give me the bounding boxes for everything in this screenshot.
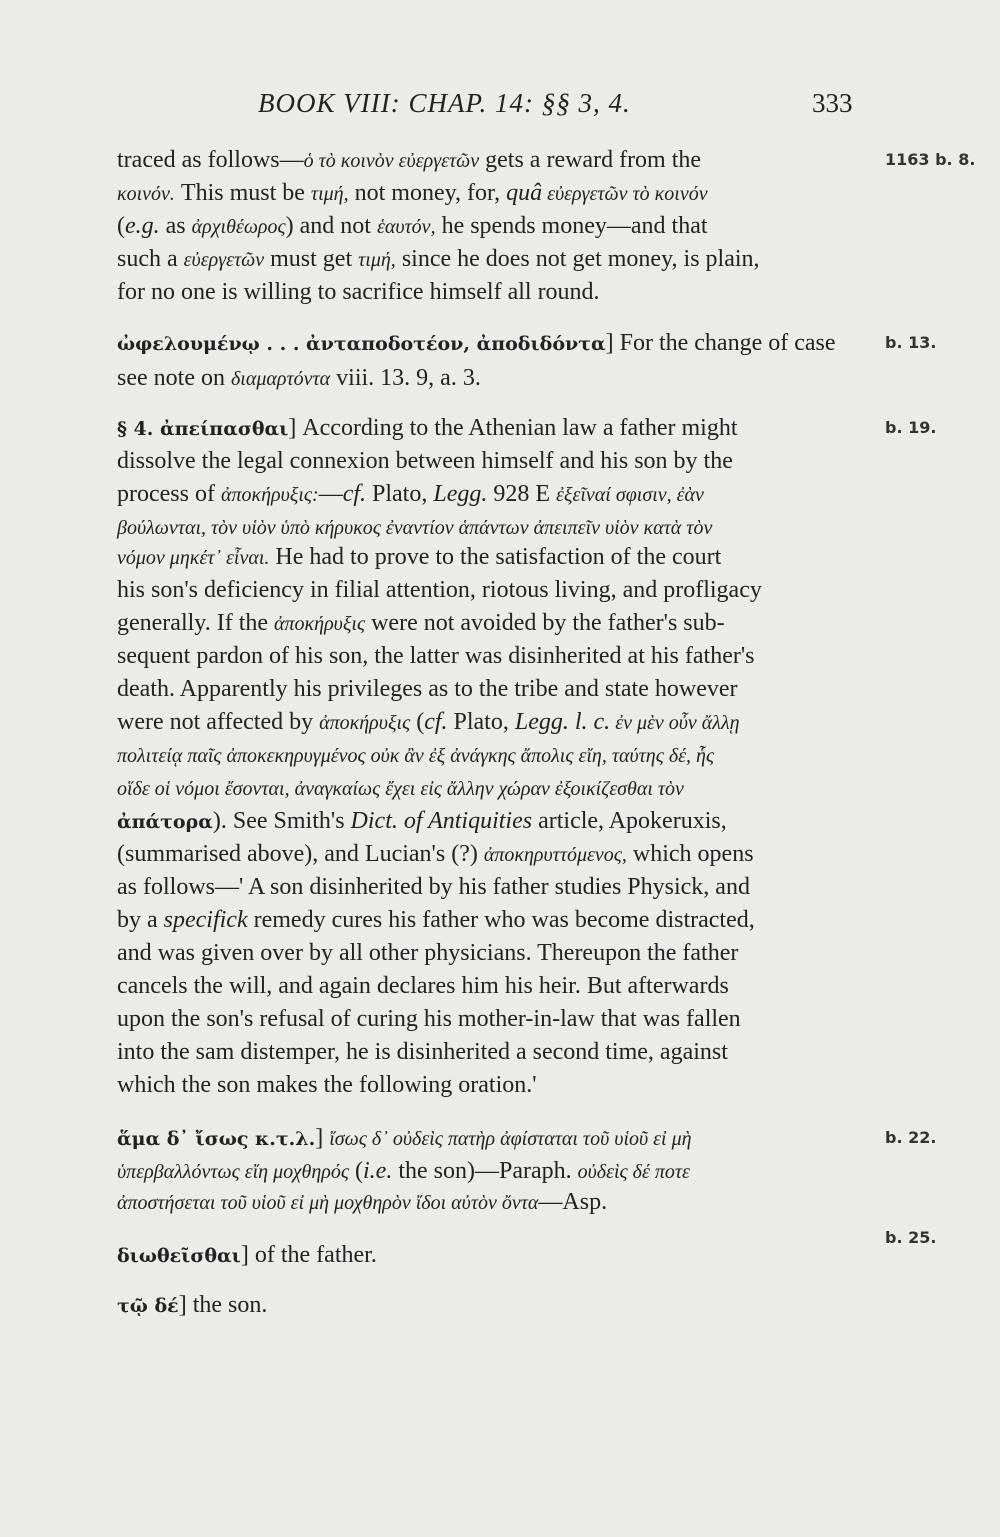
margin-reference: b. 22. — [885, 1128, 937, 1147]
greek-quote: εὐεργετῶν τὸ κοινόν — [542, 183, 708, 205]
text-segment: sequent pardon of his son, the latter was disinherited at his father's — [117, 643, 755, 669]
greek-quote: κοινόν. — [117, 183, 175, 205]
text-line — [117, 1240, 877, 1271]
running-head — [0, 88, 1000, 128]
text-line — [117, 145, 877, 176]
greek-quote: ἀποκήρυξις — [274, 613, 366, 635]
text-line — [117, 1004, 877, 1034]
text-line — [117, 211, 877, 242]
text-line — [117, 1123, 877, 1154]
text-line — [117, 971, 877, 1001]
text-segment: were not affected by — [117, 709, 320, 735]
text-segment: were not avoided by the father's sub- — [365, 610, 725, 636]
greek-quote: ἀποκήρυξις — [319, 712, 411, 734]
text-segment: which the son makes the following oration.' — [117, 1072, 537, 1098]
text-segment: into the sam distemper, he is disinherited a second time, against — [117, 1039, 728, 1065]
text-line — [117, 740, 877, 771]
greek-quote: διαμαρτόντα — [230, 368, 331, 390]
text-segment: and was given over by all other physicians. Thereupon the father — [117, 940, 739, 966]
margin-reference: b. 19. — [885, 418, 937, 437]
text-segment: process of — [117, 481, 221, 507]
text-line — [117, 512, 877, 543]
text-segment: upon the son's refusal of curing his mother-in-law that was fallen — [117, 1006, 741, 1032]
text-line — [117, 707, 877, 738]
lemma: ἅμα δ᾽ ἴσως κ.τ.λ. — [117, 1128, 316, 1150]
text-segment: see note on — [117, 365, 231, 391]
text-segment: —Asp. — [538, 1189, 608, 1215]
italic-text: cf. — [342, 481, 367, 507]
text-line — [117, 1290, 877, 1321]
page-number: 333 — [812, 88, 853, 118]
lemma: ὠφελουμένῳ . . . ἀνταποδοτέον, ἀποδιδόντα — [117, 333, 606, 355]
text-segment: Plato, — [447, 709, 515, 735]
text-segment: (summarised above), and Lucian's (?) — [117, 841, 484, 867]
text-segment: viii. 13. 9, a. 3. — [330, 365, 481, 391]
text-segment: as — [159, 213, 192, 239]
italic-text: Legg. — [433, 481, 488, 507]
text-segment: gets a reward from the — [479, 147, 702, 173]
text-segment: death. Apparently his privileges as to the tribe and state however — [117, 676, 738, 702]
text-line — [117, 608, 877, 639]
greek-quote: οὐδεὶς δέ ποτε — [577, 1161, 690, 1183]
lemma: ἀπάτορα — [117, 811, 213, 833]
text-segment: ] — [315, 1125, 330, 1151]
italic-text: quâ — [506, 180, 543, 206]
text-segment: since he does not get money, is plain, — [395, 246, 760, 272]
greek-quote: εὐεργετῶν — [183, 249, 265, 271]
text-line — [117, 839, 877, 870]
lemma: ἀπείπασθαι — [160, 418, 289, 440]
text-segment: ] According to the Athenian law a father might — [288, 415, 738, 441]
italic-text: Dict. of Antiquities — [350, 808, 533, 834]
text-line — [117, 905, 877, 935]
text-segment: his son's deficiency in filial attention, riotous living, and profligacy — [117, 577, 762, 603]
text-segment: generally. If the — [117, 610, 275, 636]
text-segment: not money, for, — [348, 180, 507, 206]
text-segment: such a — [117, 246, 184, 272]
text-segment: ). See Smith's — [212, 808, 351, 834]
greek-quote: ἀποκηρυττόμενος, — [483, 844, 627, 866]
margin-reference: b. 25. — [885, 1228, 937, 1247]
greek-quote: ἀποκήρυξις: — [220, 484, 319, 506]
text-segment: remedy cures his father who was become distracted, — [247, 907, 755, 933]
text-line — [117, 413, 877, 444]
text-segment: for no one is willing to sacrifice himself all round. — [117, 279, 600, 305]
lemma: τῷ δέ — [117, 1295, 179, 1317]
text-segment: ] the son. — [178, 1292, 268, 1318]
text-line — [117, 178, 877, 209]
text-line — [117, 244, 877, 275]
text-segment: ( — [410, 709, 425, 735]
lemma: § 4. — [117, 418, 161, 440]
greek-quote: ἀποστήσεται τοῦ υἱοῦ εἰ μὴ μοχθηρὸν ἴδοι αὐτὸν ὄντα — [117, 1192, 539, 1214]
text-segment: article, Apokeruxis, — [532, 808, 727, 834]
italic-text: i.e. — [363, 1158, 393, 1184]
greek-quote: ἐν μὲν οὖν ἄλλῃ — [610, 712, 740, 734]
text-line — [117, 479, 877, 510]
greek-quote: ἴσως δ᾽ οὐδεὶς πατὴρ ἀφίσταται τοῦ υἱοῦ εἰ μὴ — [329, 1128, 692, 1150]
italic-text: Legg. l. c. — [514, 709, 611, 735]
text-line — [117, 1156, 877, 1187]
text-line — [117, 1187, 877, 1218]
greek-quote: ἐξεῖναί σφισιν, ἐὰν — [556, 484, 704, 506]
text-line — [117, 1070, 877, 1100]
margin-reference: b. 13. — [885, 333, 937, 352]
greek-quote: ἀρχιθέωρος — [191, 216, 286, 238]
greek-quote: ὁ τὸ κοινὸν εὐεργετῶν — [303, 150, 480, 172]
text-line — [117, 328, 877, 359]
text-segment: — — [318, 481, 343, 507]
text-segment: ] of the father. — [240, 1242, 377, 1268]
text-line — [117, 542, 877, 573]
greek-quote: τιμή, — [310, 183, 349, 205]
margin-reference: 1163 b. 8. — [885, 150, 976, 169]
text-line — [117, 773, 877, 804]
text-line — [117, 277, 877, 307]
text-line — [117, 363, 877, 394]
text-segment: must get — [264, 246, 359, 272]
greek-quote: ὑπερβαλλόντως εἴη μοχθηρός — [117, 1161, 349, 1183]
text-segment: traced as follows— — [117, 147, 304, 173]
text-segment: he spends money—and that — [435, 213, 708, 239]
text-segment: by a — [117, 907, 164, 933]
greek-quote: τιμή, — [358, 249, 396, 271]
text-segment: ( — [117, 213, 125, 239]
text-segment: Plato, — [366, 481, 434, 507]
greek-quote: πολιτείᾳ παῖς ἀποκεκηρυγμένος οὐκ ἂν ἐξ ἀνάγκης ἄπολις εἴη, ταύτης δέ, ἧς — [117, 745, 715, 767]
text-segment: ] For the change of case — [605, 330, 836, 356]
text-segment: dissolve the legal connexion between himself and his son by the — [117, 448, 733, 474]
greek-quote: οἵδε οἱ νόμοι ἔσονται, ἀναγκαίως ἔχει εἰς ἄλλην χώραν ἐξοικίζεσθαι τὸν — [117, 778, 684, 800]
text-segment: cancels the will, and again declares him his heir. But afterwards — [117, 973, 729, 999]
text-line — [117, 641, 877, 671]
text-segment: He had to prove to the satisfaction of the court — [269, 544, 722, 570]
text-segment: the son)—Paraph. — [392, 1158, 578, 1184]
greek-quote: βούλωνται, τὸν υἱὸν ὑπὸ κήρυκος ἐναντίον ἁπάντων ἀπειπεῖν υἱὸν κατὰ τὸν — [117, 517, 713, 539]
text-segment: ) and not — [285, 213, 377, 239]
text-line — [117, 806, 877, 837]
text-line — [117, 1037, 877, 1067]
italic-text: e.g. — [125, 213, 160, 239]
greek-quote: ἑαυτόν, — [376, 216, 436, 238]
text-segment: which opens — [626, 841, 754, 867]
text-line — [117, 872, 877, 902]
italic-text: specifick — [163, 907, 248, 933]
lemma: διωθεῖσθαι — [117, 1245, 241, 1267]
text-segment: ( — [349, 1158, 363, 1184]
text-line — [117, 674, 877, 704]
text-segment: as follows—' A son disinherited by his father studies Physick, and — [117, 874, 750, 900]
text-line — [117, 446, 877, 476]
greek-quote: νόμον μηκέτ᾽ εἶναι. — [117, 547, 270, 569]
running-head-title: BOOK VIII: CHAP. 14: §§ 3, 4. — [258, 88, 631, 118]
italic-text: cf. — [424, 709, 448, 735]
text-segment: This must be — [174, 180, 311, 206]
text-line — [117, 938, 877, 968]
text-line — [117, 575, 877, 605]
text-segment: 928 E — [487, 481, 557, 507]
